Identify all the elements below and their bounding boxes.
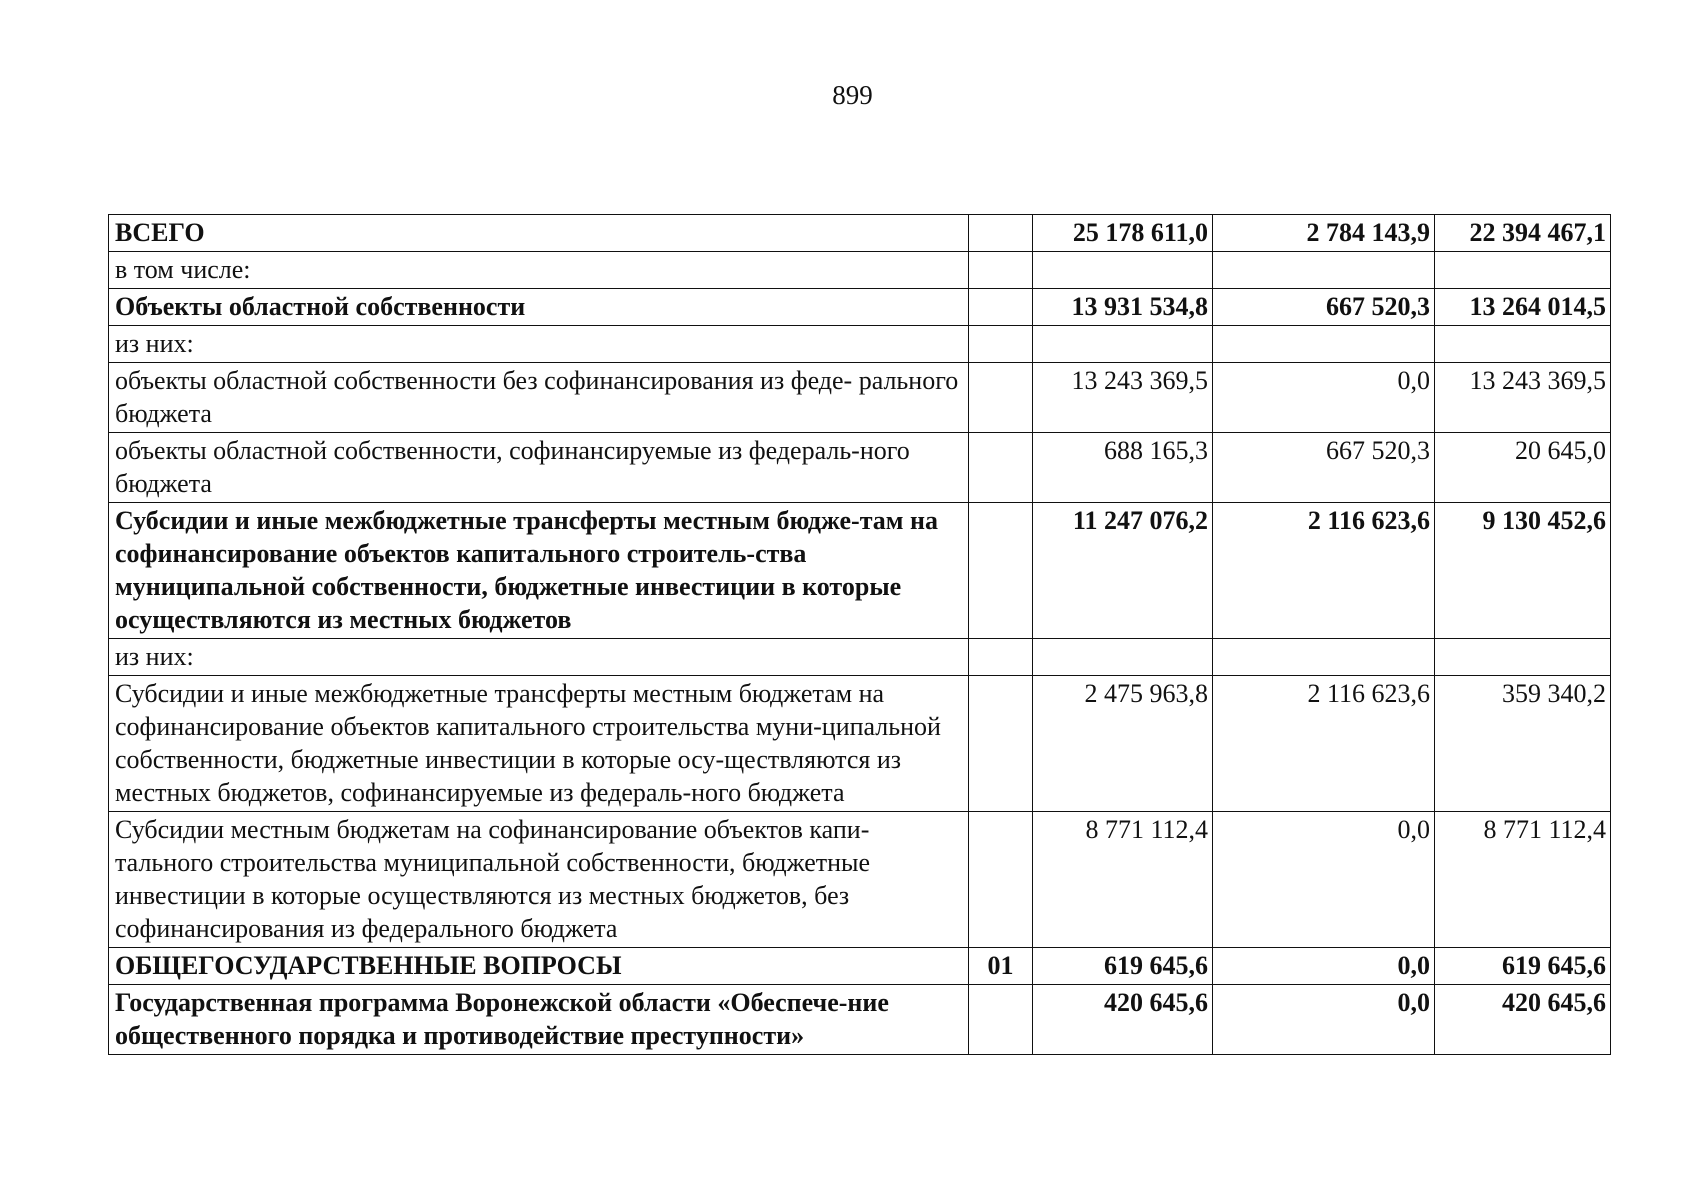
row-code — [969, 639, 1033, 676]
row-regional: 20 645,0 — [1435, 433, 1611, 503]
row-total: 13 243 369,5 — [1033, 363, 1213, 433]
row-regional: 420 645,6 — [1435, 985, 1611, 1055]
row-regional — [1435, 326, 1611, 363]
table-row — [109, 812, 1611, 948]
row-code — [969, 503, 1033, 639]
row-code — [969, 812, 1033, 948]
row-federal: 2 116 623,6 — [1213, 676, 1435, 812]
page-number: 899 — [832, 80, 873, 110]
row-total: 619 645,6 — [1033, 948, 1213, 985]
row-code — [969, 289, 1033, 326]
row-code — [969, 985, 1033, 1055]
row-federal — [1213, 326, 1435, 363]
row-regional: 13 264 014,5 — [1435, 289, 1611, 326]
row-federal: 0,0 — [1213, 812, 1435, 948]
row-total — [1033, 639, 1213, 676]
row-name: объекты областной собственности, софинансируемые из федераль-ного бюджета — [109, 433, 969, 503]
table-row — [109, 433, 1611, 503]
row-name: Субсидии и иные межбюджетные трансферты местным бюдже-там на софинансирование объектов капитального строитель-ства муниципальной собственности, бюджетные инвестиции в которые осуществляются из местных бюджетов — [109, 503, 969, 639]
row-name: из них: — [109, 639, 969, 676]
row-name: Субсидии местным бюджетам на софинансирование объектов капи-тального строительства муниципальной собственности, бюджетные инвестиции в которые осуществляются из местных бюджетов, без софинансирования из федерального бюджета — [109, 812, 969, 948]
table-row — [109, 215, 1611, 252]
row-federal — [1213, 639, 1435, 676]
budget-table-body — [109, 215, 1611, 1055]
row-name: объекты областной собственности без софинансирования из феде- рального бюджета — [109, 363, 969, 433]
row-name: Государственная программа Воронежской области «Обеспече-ние общественного порядка и противодействие преступности» — [109, 985, 969, 1055]
row-total: 8 771 112,4 — [1033, 812, 1213, 948]
row-federal: 0,0 — [1213, 363, 1435, 433]
row-code — [969, 215, 1033, 252]
row-total — [1033, 326, 1213, 363]
table-row — [109, 289, 1611, 326]
row-code — [969, 326, 1033, 363]
row-federal: 667 520,3 — [1213, 289, 1435, 326]
row-code: 01 — [969, 948, 1033, 985]
row-name: Субсидии и иные межбюджетные трансферты местным бюджетам на софинансирование объектов капитального строительства муни-ципальной собственности, бюджетные инвестиции в которые осу-ществляются из местных бюджетов, софинансируемые из федераль-ного бюджета — [109, 676, 969, 812]
row-code — [969, 363, 1033, 433]
row-code — [969, 676, 1033, 812]
row-total — [1033, 252, 1213, 289]
row-code — [969, 433, 1033, 503]
row-name: из них: — [109, 326, 969, 363]
row-federal: 2 784 143,9 — [1213, 215, 1435, 252]
row-regional — [1435, 252, 1611, 289]
row-regional: 9 130 452,6 — [1435, 503, 1611, 639]
row-name: в том числе: — [109, 252, 969, 289]
row-regional: 359 340,2 — [1435, 676, 1611, 812]
row-federal: 0,0 — [1213, 985, 1435, 1055]
row-federal: 0,0 — [1213, 948, 1435, 985]
row-regional: 8 771 112,4 — [1435, 812, 1611, 948]
row-federal — [1213, 252, 1435, 289]
row-regional: 22 394 467,1 — [1435, 215, 1611, 252]
row-total: 11 247 076,2 — [1033, 503, 1213, 639]
row-name: Объекты областной собственности — [109, 289, 969, 326]
row-total: 2 475 963,8 — [1033, 676, 1213, 812]
table-row — [109, 639, 1611, 676]
row-federal: 2 116 623,6 — [1213, 503, 1435, 639]
row-code — [969, 252, 1033, 289]
row-total: 688 165,3 — [1033, 433, 1213, 503]
row-regional — [1435, 639, 1611, 676]
row-regional: 619 645,6 — [1435, 948, 1611, 985]
row-regional: 13 243 369,5 — [1435, 363, 1611, 433]
table-row — [109, 985, 1611, 1055]
table-row — [109, 948, 1611, 985]
table-row — [109, 326, 1611, 363]
row-federal: 667 520,3 — [1213, 433, 1435, 503]
budget-table — [108, 214, 1611, 1055]
row-name: ОБЩЕГОСУДАРСТВЕННЫЕ ВОПРОСЫ — [109, 948, 969, 985]
table-row — [109, 676, 1611, 812]
table-row — [109, 363, 1611, 433]
table-row — [109, 252, 1611, 289]
row-total: 420 645,6 — [1033, 985, 1213, 1055]
table-row — [109, 503, 1611, 639]
row-name: ВСЕГО — [109, 215, 969, 252]
row-total: 25 178 611,0 — [1033, 215, 1213, 252]
row-total: 13 931 534,8 — [1033, 289, 1213, 326]
